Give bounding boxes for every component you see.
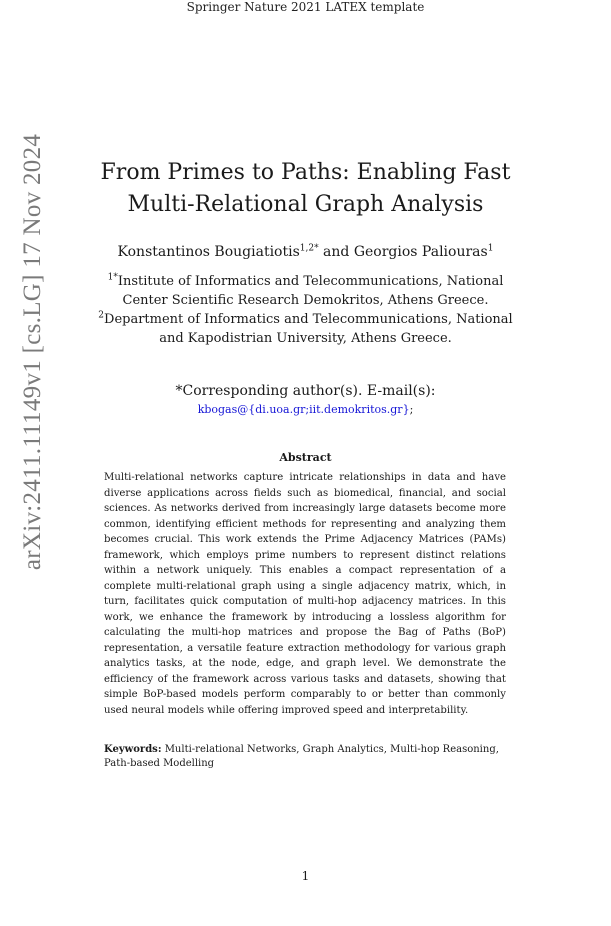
author-2: and Georgios Paliouras bbox=[318, 244, 488, 260]
affiliation-2 bbox=[88, 310, 523, 348]
affiliation-1-mark: 1* bbox=[107, 272, 118, 283]
affiliation-2-mark: 2 bbox=[98, 310, 105, 321]
arxiv-sidebar-stamp: arXiv:2411.11149v1 [cs.LG] 17 Nov 2024 bbox=[19, 133, 46, 571]
email-suffix: ; bbox=[409, 403, 414, 416]
title-line-1: From Primes to Paths: Enabling Fast bbox=[100, 160, 511, 185]
email-line bbox=[0, 403, 611, 417]
running-header: Springer Nature 2021 LATEX template bbox=[186, 0, 425, 14]
affiliation-1-text: Institute of Informatics and Telecommunications, National Center Scientific Research Demokritos, Athens Greece. bbox=[117, 274, 504, 308]
corresponding-author: *Corresponding author(s). E-mail(s): bbox=[175, 383, 436, 399]
page-number: 1 bbox=[301, 869, 310, 883]
email-link[interactable]: kbogas@{di.uoa.gr;iit.demokritos.gr} bbox=[197, 403, 410, 416]
affiliations bbox=[88, 272, 523, 348]
author-list bbox=[0, 242, 611, 262]
affiliation-2-text: Department of Informatics and Telecommunications, National and Kapodistrian University, Athens Greece. bbox=[104, 312, 513, 346]
title-line-2: Multi-Relational Graph Analysis bbox=[127, 192, 484, 217]
keywords bbox=[104, 743, 506, 771]
abstract-body: Multi-relational networks capture intricate relationships in data and have diverse applications across fields such as biomedical, financial, and social sciences. As networks derived from increasingly large datasets become more common, identifying efficient methods for representing and analyzing them becomes crucial. This work extends the Prime Adjacency Matrices (PAMs) framework, which employs prime numbers to represent distinct relations within a network uniquely. This enables a compact representation of a complete multi-relational graph using a single adjacency matrix, which, in turn, facilitates quick computation of multi-hop adjacency matrices. In this work, we enhance the framework by introducing a lossless algorithm for calculating the multi-hop matrices and propose the Bag of Paths (BoP) representation, a versatile feature extraction methodology for various graph analytics tasks, at the node, edge, and graph level. We demonstrate the efficiency of the framework across various tasks and datasets, showing that simple BoP-based models perform comparably to or better than commonly used neural models while offering improved speed and interpretability. bbox=[104, 472, 506, 716]
affiliation-1 bbox=[88, 272, 523, 310]
keywords-text: Multi-relational Networks, Graph Analytics, Multi-hop Reasoning, Path-based Modelling bbox=[104, 744, 499, 769]
author-2-affil-mark: 1 bbox=[487, 243, 494, 254]
author-1: Konstantinos Bougiatiotis bbox=[117, 244, 300, 260]
author-1-affil-mark: 1,2* bbox=[299, 243, 319, 254]
paper-title bbox=[0, 157, 611, 221]
keywords-label: Keywords: bbox=[104, 744, 162, 755]
abstract-heading: Abstract bbox=[279, 451, 332, 464]
